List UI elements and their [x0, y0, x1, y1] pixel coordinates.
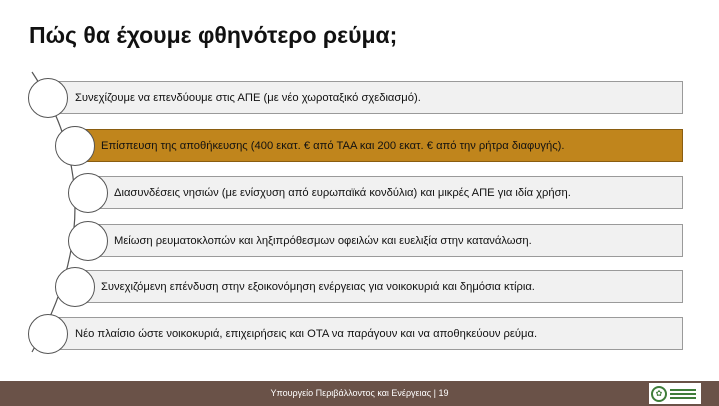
list-item-label: Νέο πλαίσιο ώστε νοικοκυριά, επιχειρήσεις και ΟΤΑ να παράγουν και να αποθηκεύουν ρεύμα. [75, 327, 538, 340]
list-item-label: Συνεχιζόμενη επένδυση στην εξοικονόμηση ενέργειας για νοικοκυριά και δημόσια κτίρια. [101, 280, 535, 293]
slide-title: Πώς θα έχουμε φθηνότερο ρεύμα; [29, 22, 398, 48]
footer-text: Υπουργείο Περιβάλλοντος και Ενέργειας | 19 [270, 388, 449, 398]
list-item-bullet [68, 221, 108, 261]
list-item-label: Διασυνδέσεις νησιών (με ενίσχυση από ευρωπαϊκά κονδύλια) και μικρές ΑΠΕ για ιδία χρήση. [114, 186, 571, 199]
footer-bar [0, 381, 719, 406]
list-item-bullet [55, 267, 95, 307]
list-item-bar-highlighted [76, 129, 683, 162]
ministry-logo [649, 383, 701, 404]
list-item-bar [48, 317, 683, 350]
leaf-emblem-icon: ✿ [651, 386, 667, 402]
list-item-bar [89, 176, 683, 209]
list-item-bar [76, 270, 683, 303]
list-item-bullet [68, 173, 108, 213]
list-item-bullet [55, 126, 95, 166]
list-item-bar [89, 224, 683, 257]
list-item-label: Μείωση ρευματοκλοπών και ληξιπρόθεσμων οφειλών και ευελιξία στην κατανάλωση. [114, 234, 532, 247]
list-item-label: Επίσπευση της αποθήκευσης (400 εκατ. € από ΤΑΑ και 200 εκατ. € από την ρήτρα διαφυγής). [101, 139, 565, 152]
list-item-bar [48, 81, 683, 114]
list-item-bullet [28, 78, 68, 118]
list-item-bullet [28, 314, 68, 354]
list-item-label: Συνεχίζουμε να επενδύουμε στις ΑΠΕ (με νέο χωροταξικό σχεδιασμό). [75, 91, 421, 104]
